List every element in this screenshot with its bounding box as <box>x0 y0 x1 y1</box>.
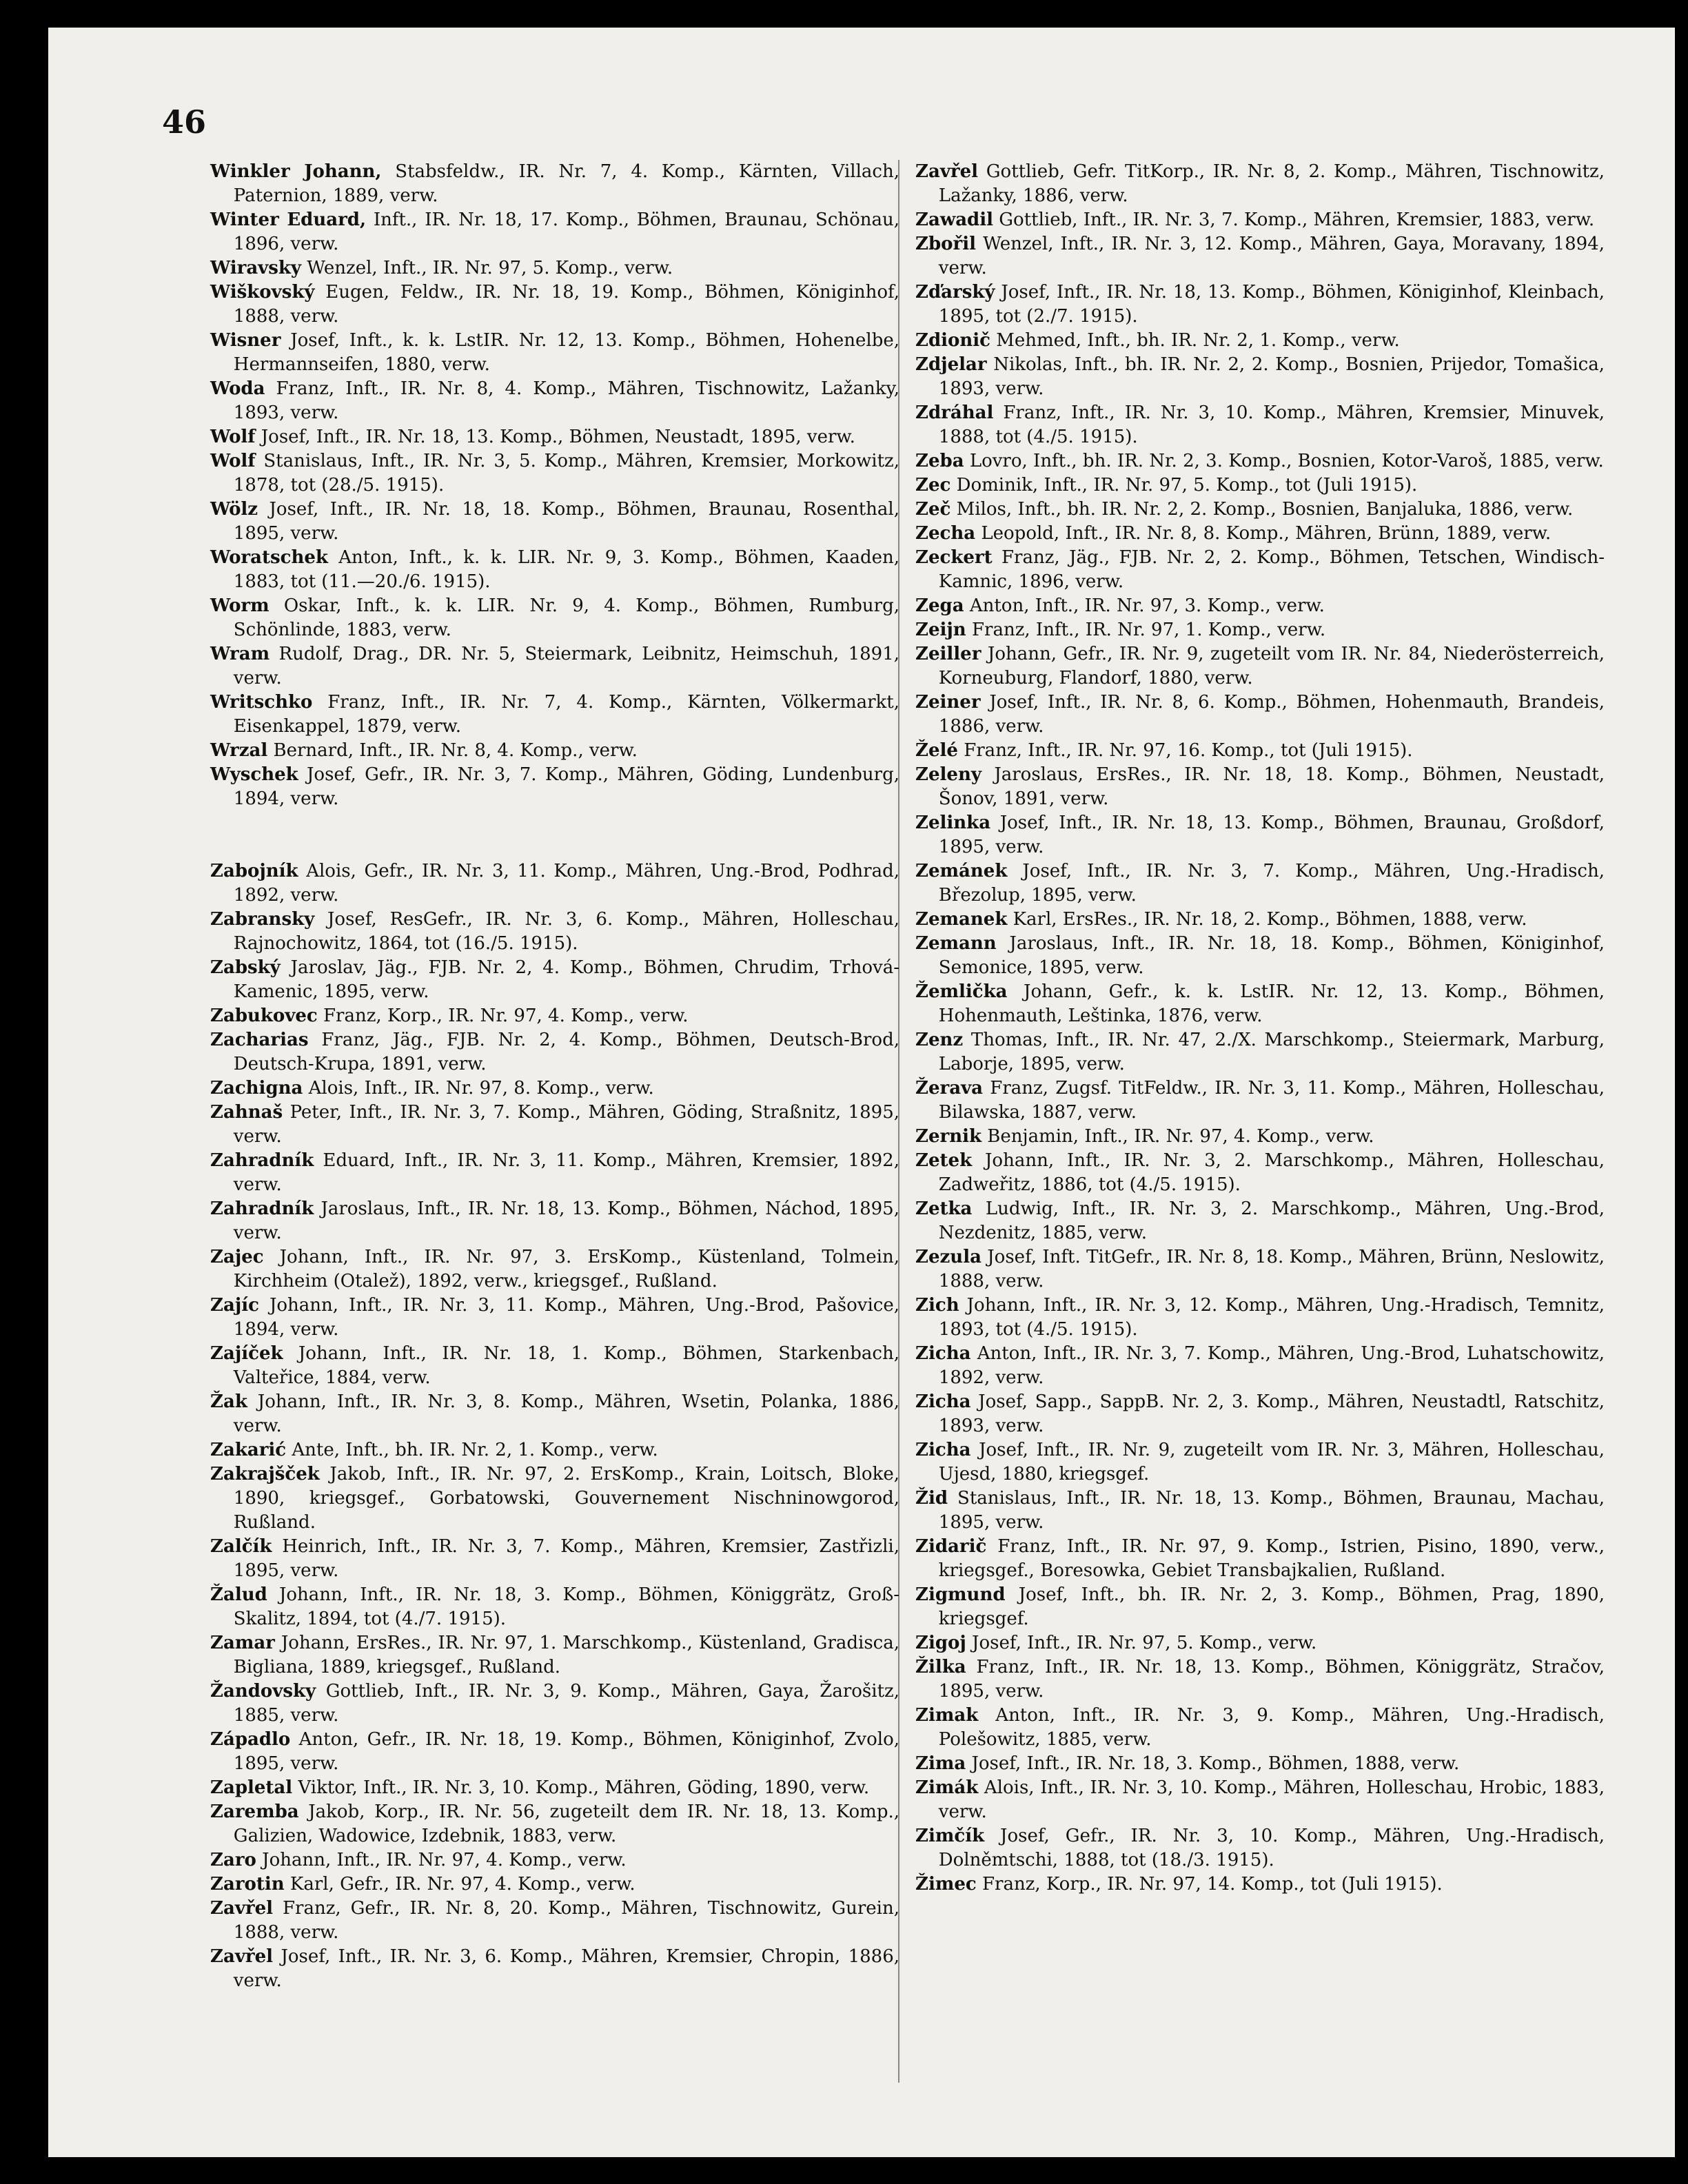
list-item <box>915 522 1605 546</box>
list-item <box>210 1631 899 1680</box>
entry-surname: Zavřel <box>210 1898 274 1919</box>
entry-details: Franz, Gefr., IR. Nr. 8, 20. Komp., Mähren, Tischnowitz, Gurein, 1888, verw. <box>233 1898 899 1943</box>
list-item <box>210 1101 899 1149</box>
entry-details: Franz, Inft., IR. Nr. 3, 10. Komp., Mähren, Kremsier, Minuvek, 1888, tot (4./5. 1915). <box>938 402 1605 447</box>
list-item <box>210 449 899 498</box>
entry-details: Thomas, Inft., IR. Nr. 47, 2./X. Marschkomp., Steiermark, Marburg, Laborje, 1895, verw. <box>938 1030 1605 1074</box>
entry-surname: Zabukovec <box>210 1006 318 1026</box>
entry-surname: Zavřel <box>210 1946 274 1967</box>
entry-surname: Zalčík <box>210 1536 272 1557</box>
entry-details: Josef, ResGefr., IR. Nr. 3, 6. Komp., Mähren, Holleschau, Rajnochowitz, 1864, tot (16./5. 1915). <box>233 909 899 954</box>
entry-details: Franz, Inft., IR. Nr. 97, 1. Komp., verw. <box>966 620 1326 640</box>
entry-details: Johann, Inft., IR. Nr. 3, 11. Komp., Mähren, Ung.-Brod, Pašovice, 1894, verw. <box>233 1295 899 1340</box>
entry-details: Rudolf, Drag., DR. Nr. 5, Steiermark, Leibnitz, Heimschuh, 1891, verw. <box>233 644 899 688</box>
entry-surname: Zigoj <box>915 1633 966 1653</box>
list-item <box>915 980 1605 1028</box>
entry-surname: Zajíc <box>210 1295 259 1316</box>
list-item <box>915 1824 1605 1872</box>
entry-surname: Zdionič <box>915 330 990 351</box>
entry-surname: Zicha <box>915 1343 971 1364</box>
entry-surname: Zimčík <box>915 1826 985 1846</box>
list-item <box>210 1390 899 1438</box>
entry-details: Lovro, Inft., bh. IR. Nr. 2, 3. Komp., Bosnien, Kotor-Varoš, 1885, verw. <box>964 451 1604 471</box>
entry-surname: Zima <box>915 1753 966 1774</box>
entry-details: Josef, Gefr., IR. Nr. 3, 7. Komp., Mähren, Göding, Lundenburg, 1894, verw. <box>233 764 899 809</box>
entry-surname: Zarotin <box>210 1874 285 1895</box>
list-item <box>915 1197 1605 1245</box>
list-item <box>915 1438 1605 1487</box>
entry-details: Johann, Inft., IR. Nr. 3, 8. Komp., Mähren, Wsetin, Polanka, 1886, verw. <box>233 1391 899 1436</box>
entry-surname: Winter Eduard, <box>210 210 367 230</box>
entry-surname: Zicha <box>915 1440 971 1460</box>
entry-surname: Žemlička <box>915 981 1008 1002</box>
entry-details: Ante, Inft., bh. IR. Nr. 2, 1. Komp., verw. <box>286 1440 658 1460</box>
list-item <box>915 1125 1605 1149</box>
list-item <box>210 377 899 425</box>
entry-surname: Zetek <box>915 1150 973 1171</box>
entry-surname: Zdjelar <box>915 354 987 375</box>
entry-surname: Zeč <box>915 499 951 520</box>
entry-surname: Zdráhal <box>915 402 994 423</box>
list-item <box>915 1535 1605 1583</box>
list-item <box>915 1294 1605 1342</box>
entry-details: Stanislaus, Inft., IR. Nr. 3, 5. Komp., Mähren, Kremsier, Morkowitz, 1878, tot (28./5. 1915). <box>233 451 899 496</box>
list-item <box>210 1149 899 1197</box>
entry-surname: Zabransky <box>210 909 315 930</box>
entry-details: Franz, Inft., IR. Nr. 18, 13. Komp., Böhmen, Königgrätz, Stračov, 1895, verw. <box>938 1657 1605 1702</box>
list-item <box>210 1462 899 1535</box>
list-item <box>210 329 899 377</box>
list-item <box>210 1680 899 1728</box>
entry-details: Eduard, Inft., IR. Nr. 3, 11. Komp., Mähren, Kremsier, 1892, verw. <box>233 1150 899 1195</box>
list-item <box>210 1294 899 1342</box>
entry-details: Anton, Inft., IR. Nr. 3, 9. Komp., Mähren, Ung.-Hradisch, Polešowitz, 1885, verw. <box>938 1705 1605 1750</box>
entry-details: Bernard, Inft., IR. Nr. 8, 4. Komp., verw. <box>267 740 638 761</box>
entry-surname: Zabojník <box>210 861 298 881</box>
entry-details: Leopold, Inft., IR. Nr. 8, 8. Komp., Mähren, Brünn, 1889, verw. <box>975 523 1552 544</box>
entry-details: Franz, Zugsf. TitFeldw., IR. Nr. 3, 11. Komp., Mähren, Holleschau, Bilawska, 1887, verw. <box>938 1078 1605 1123</box>
entry-surname: Zemann <box>915 933 997 954</box>
entry-surname: Zďarský <box>915 282 995 303</box>
entry-details: Gottlieb, Gefr. TitKorp., IR. Nr. 8, 2. Komp., Mähren, Tischnowitz, Lažanky, 1886, verw. <box>938 161 1605 206</box>
entry-details: Jaroslav, Jäg., FJB. Nr. 2, 4. Komp., Böhmen, Chrudim, Trhová-Kamenic, 1895, verw. <box>233 957 899 1002</box>
entry-details: Karl, Gefr., IR. Nr. 97, 4. Komp., verw. <box>284 1874 635 1895</box>
list-item <box>210 546 899 594</box>
entry-details: Jaroslaus, Inft., IR. Nr. 18, 13. Komp., Böhmen, Náchod, 1895, verw. <box>233 1198 899 1243</box>
entry-details: Karl, ErsRes., IR. Nr. 18, 2. Komp., Böhmen, 1888, verw. <box>1007 909 1527 930</box>
entry-details: Josef, Inft., IR. Nr. 18, 3. Komp., Böhmen, 1888, verw. <box>966 1753 1460 1774</box>
entry-surname: Wolf <box>210 427 256 447</box>
list-item <box>915 1149 1605 1197</box>
entry-details: Josef, Inft., bh. IR. Nr. 2, 3. Komp., Böhmen, Prag, 1890, kriegsgef. <box>938 1584 1605 1629</box>
entry-details: Josef, Inft., IR. Nr. 9, zugeteilt vom IR. Nr. 3, Mähren, Holleschau, Ujesd, 1880, kriegsgef. <box>938 1440 1605 1484</box>
list-item <box>210 594 899 642</box>
entry-details: Josef, Inft., k. k. LstIR. Nr. 12, 13. Komp., Böhmen, Hohenelbe, Hermannseifen, 1880, verw. <box>233 330 899 375</box>
entry-surname: Zemánek <box>915 861 1008 881</box>
entry-surname: Zega <box>915 595 964 616</box>
entry-details: Franz, Inft., IR. Nr. 8, 4. Komp., Mähren, Tischnowitz, Lažanky, 1893, verw. <box>233 378 899 423</box>
list-item <box>915 859 1605 908</box>
entry-surname: Zavřel <box>915 161 979 182</box>
entry-surname: Zimák <box>915 1777 979 1798</box>
entry-surname: Želé <box>915 740 958 761</box>
list-item <box>915 908 1605 932</box>
entry-details: Johann, Gefr., IR. Nr. 9, zugeteilt vom IR. Nr. 84, Niederösterreich, Korneuburg, Flandorf, 1880, verw. <box>938 644 1605 688</box>
entry-surname: Žilka <box>915 1657 966 1677</box>
entry-surname: Zich <box>915 1295 959 1316</box>
list-item <box>210 1028 899 1076</box>
entry-details: Josef, Inft., IR. Nr. 18, 13. Komp., Böhmen, Königinhof, Kleinbach, 1895, tot (2./7. 1915). <box>938 282 1605 327</box>
entry-details: Inft., IR. Nr. 18, 17. Komp., Böhmen, Braunau, Schönau, 1896, verw. <box>233 210 899 254</box>
entry-details: Franz, Inft., IR. Nr. 97, 16. Komp., tot (Juli 1915). <box>957 740 1413 761</box>
right-column <box>915 160 1605 1897</box>
list-item <box>915 932 1605 980</box>
entry-details: Johann, Inft., IR. Nr. 3, 12. Komp., Mähren, Ung.-Hradisch, Temnitz, 1893, tot (4./5. 1915). <box>938 1295 1605 1340</box>
entry-surname: Zamar <box>210 1633 275 1653</box>
entry-surname: Zaro <box>210 1850 256 1870</box>
entry-details: Josef, Inft., IR. Nr. 3, 6. Komp., Mähren, Kremsier, Chropin, 1886, verw. <box>233 1946 899 1991</box>
list-item <box>210 642 899 691</box>
list-item <box>210 1897 899 1945</box>
entry-details: Peter, Inft., IR. Nr. 3, 7. Komp., Mähren, Göding, Straßnitz, 1895, verw. <box>233 1102 899 1147</box>
entry-details: Franz, Korp., IR. Nr. 97, 4. Komp., verw. <box>317 1006 689 1026</box>
list-item <box>915 1487 1605 1535</box>
entry-surname: Západlo <box>210 1729 291 1750</box>
entry-surname: Zeiner <box>915 692 981 713</box>
entry-details: Milos, Inft., bh. IR. Nr. 2, 2. Komp., Bosnien, Banjaluka, 1886, verw. <box>950 499 1574 520</box>
list-item <box>915 208 1605 232</box>
entry-surname: Woratschek <box>210 547 328 568</box>
entry-details: Josef, Inft., IR. Nr. 18, 18. Komp., Böhmen, Braunau, Rosenthal, 1895, verw. <box>233 499 899 544</box>
entry-details: Dominik, Inft., IR. Nr. 97, 5. Komp., tot (Juli 1915). <box>950 475 1418 496</box>
entry-details: Josef, Inft., IR. Nr. 97, 5. Komp., verw. <box>966 1633 1317 1653</box>
list-item <box>210 1245 899 1294</box>
entry-surname: Zernik <box>915 1126 982 1147</box>
list-item <box>915 1390 1605 1438</box>
entry-details: Johann, Inft., IR. Nr. 18, 3. Komp., Böhmen, Königgrätz, Groß-Skalitz, 1894, tot (4./7. 1915). <box>233 1584 899 1629</box>
entry-surname: Wrzal <box>210 740 268 761</box>
entry-surname: Zaremba <box>210 1802 299 1822</box>
entry-surname: Zachigna <box>210 1078 303 1099</box>
list-item <box>915 763 1605 811</box>
entry-details: Josef, Inft., IR. Nr. 8, 6. Komp., Böhmen, Hohenmauth, Brandeis, 1886, verw. <box>938 692 1605 737</box>
entry-surname: Žerava <box>915 1078 984 1099</box>
entry-details: Josef, Inft., IR. Nr. 18, 13. Komp., Böhmen, Neustadt, 1895, verw. <box>255 427 855 447</box>
entry-details: Wenzel, Inft., IR. Nr. 97, 5. Komp., verw. <box>301 258 673 278</box>
entry-surname: Žid <box>915 1488 948 1509</box>
entry-details: Alois, Inft., IR. Nr. 3, 10. Komp., Mähren, Holleschau, Hrobic, 1883, verw. <box>938 1777 1605 1822</box>
entry-surname: Wiravsky <box>210 258 302 278</box>
entry-surname: Zenz <box>915 1030 964 1050</box>
entry-details: Oskar, Inft., k. k. LIR. Nr. 9, 4. Komp., Böhmen, Rumburg, Schönlinde, 1883, verw. <box>233 595 899 640</box>
list-item <box>915 160 1605 208</box>
list-item <box>210 1583 899 1631</box>
entry-surname: Zetka <box>915 1198 973 1219</box>
entry-details: Alois, Gefr., IR. Nr. 3, 11. Komp., Mähren, Ung.-Brod, Podhrad, 1892, verw. <box>233 861 899 906</box>
list-item <box>210 1945 899 1993</box>
entry-surname: Zeleny <box>915 764 982 785</box>
list-item <box>915 473 1605 498</box>
entry-details: Johann, Gefr., k. k. LstIR. Nr. 12, 13. Komp., Böhmen, Hohenmauth, Leštinka, 1876, verw. <box>938 981 1605 1026</box>
page-number: 46 <box>162 103 207 141</box>
entry-details: Johann, Inft., IR. Nr. 18, 1. Komp., Böhmen, Starkenbach, Valteřice, 1884, verw. <box>233 1343 899 1388</box>
list-item <box>915 353 1605 401</box>
entry-surname: Zeba <box>915 451 964 471</box>
entry-details: Anton, Inft., k. k. LIR. Nr. 9, 3. Komp., Böhmen, Kaaden, 1883, tot (11.—20./6. 1915). <box>233 547 899 592</box>
entry-details: Nikolas, Inft., bh. IR. Nr. 2, 2. Komp., Bosnien, Prijedor, Tomašica, 1893, verw. <box>938 354 1605 399</box>
entry-surname: Zicha <box>915 1391 971 1412</box>
entry-surname: Zec <box>915 475 951 496</box>
entry-details: Anton, Gefr., IR. Nr. 18, 19. Komp., Böhmen, Königinhof, Zvolo, 1895, verw. <box>233 1729 899 1774</box>
list-item <box>210 1438 899 1462</box>
entry-details: Jaroslaus, Inft., IR. Nr. 18, 18. Komp., Böhmen, Königinhof, Semonice, 1895, verw. <box>938 933 1605 978</box>
list-item <box>915 739 1605 763</box>
entry-surname: Worm <box>210 595 270 616</box>
entry-surname: Wisner <box>210 330 281 351</box>
list-item <box>210 1535 899 1583</box>
entry-details: Franz, Inft., IR. Nr. 7, 4. Komp., Kärnten, Völkermarkt, Eisenkappel, 1879, verw. <box>233 692 899 737</box>
entry-details: Mehmed, Inft., bh. IR. Nr. 2, 1. Komp., verw. <box>990 330 1400 351</box>
entry-details: Franz, Inft., IR. Nr. 97, 9. Komp., Istrien, Pisino, 1890, verw., kriegsgef., Boresowka, Gebiet Transbajkalien, Rußland. <box>938 1536 1605 1581</box>
list-item <box>915 1583 1605 1631</box>
list-item <box>915 1655 1605 1704</box>
entry-details: Alois, Inft., IR. Nr. 97, 8. Komp., verw. <box>303 1078 654 1099</box>
list-item <box>915 642 1605 691</box>
entry-surname: Woda <box>210 378 265 399</box>
entry-surname: Zakrajšček <box>210 1464 320 1484</box>
entry-surname: Wölz <box>210 499 258 520</box>
left-column <box>210 160 899 1993</box>
entry-surname: Zahradník <box>210 1150 314 1171</box>
entry-surname: Zawadil <box>915 210 993 230</box>
entry-details: Johann, Inft., IR. Nr. 3, 2. Marschkomp., Mähren, Holleschau, Zadweřitz, 1886, tot (4./5. 1915). <box>938 1150 1605 1195</box>
entry-details: Josef, Inft. TitGefr., IR. Nr. 8, 18. Komp., Mähren, Brünn, Neslowitz, 1888, verw. <box>938 1247 1605 1292</box>
list-item <box>210 956 899 1004</box>
list-item <box>210 739 899 763</box>
entry-details: Jakob, Korp., IR. Nr. 56, zugeteilt dem IR. Nr. 18, 13. Komp., Galizien, Wadowice, Izdebnik, 1883, verw. <box>233 1802 899 1846</box>
list-item <box>210 280 899 329</box>
entry-surname: Žandovsky <box>210 1681 316 1702</box>
list-item <box>915 1245 1605 1294</box>
entry-details: Johann, Inft., IR. Nr. 97, 3. ErsKomp., Küstenland, Tolmein, Kirchheim (Otalež), 1892, verw., kriegsgef., Rußland. <box>233 1247 899 1292</box>
list-item <box>210 425 899 449</box>
entry-surname: Zajíček <box>210 1343 283 1364</box>
list-item <box>210 691 899 739</box>
list-item <box>210 763 899 811</box>
list-item <box>915 280 1605 329</box>
list-item <box>210 1800 899 1848</box>
list-item <box>915 594 1605 618</box>
left-column-z-entries <box>210 859 899 1993</box>
list-item <box>210 1776 899 1800</box>
list-item <box>915 618 1605 642</box>
entry-details: Johann, ErsRes., IR. Nr. 97, 1. Marschkomp., Küstenland, Gradisca, Bigliana, 1889, kriegsgef., Rußland. <box>233 1633 899 1677</box>
entry-details: Benjamin, Inft., IR. Nr. 97, 4. Komp., verw. <box>982 1126 1374 1147</box>
entry-details: Stanislaus, Inft., IR. Nr. 18, 13. Komp., Böhmen, Braunau, Machau, 1895, verw. <box>938 1488 1605 1533</box>
list-item <box>210 1872 899 1897</box>
list-item <box>210 498 899 546</box>
list-item <box>210 1848 899 1872</box>
entry-details: Stabsfeldw., IR. Nr. 7, 4. Komp., Kärnten, Villach, Paternion, 1889, verw. <box>233 161 899 206</box>
list-item <box>210 1197 899 1245</box>
list-item <box>210 256 899 280</box>
entry-surname: Zapletal <box>210 1777 293 1798</box>
entry-surname: Zelinka <box>915 813 991 833</box>
entry-surname: Zimak <box>915 1705 979 1726</box>
entry-surname: Winkler Johann, <box>210 161 382 182</box>
entry-surname: Zabský <box>210 957 281 978</box>
entry-details: Johann, Inft., IR. Nr. 97, 4. Komp., verw. <box>256 1850 627 1870</box>
left-column-w-entries <box>210 160 899 811</box>
list-item <box>210 1342 899 1390</box>
entry-surname: Zidarič <box>915 1536 987 1557</box>
list-item <box>915 232 1605 280</box>
list-item <box>915 1076 1605 1125</box>
entry-surname: Zecha <box>915 523 976 544</box>
entry-details: Josef, Inft., IR. Nr. 3, 7. Komp., Mähren, Ung.-Hradisch, Březolup, 1895, verw. <box>938 861 1605 906</box>
entry-surname: Zeckert <box>915 547 993 568</box>
entry-surname: Zigmund <box>915 1584 1006 1605</box>
entry-surname: Žalud <box>210 1584 267 1605</box>
entry-details: Eugen, Feldw., IR. Nr. 18, 19. Komp., Böhmen, Königinhof, 1888, verw. <box>233 282 899 327</box>
entry-details: Franz, Jäg., FJB. Nr. 2, 4. Komp., Böhmen, Deutsch-Brod, Deutsch-Krupa, 1891, verw. <box>233 1030 899 1074</box>
entry-surname: Zemanek <box>915 909 1008 930</box>
entry-details: Viktor, Inft., IR. Nr. 3, 10. Komp., Mähren, Göding, 1890, verw. <box>292 1777 870 1798</box>
entry-details: Heinrich, Inft., IR. Nr. 3, 7. Komp., Mähren, Kremsier, Zastřizli, 1895, verw. <box>233 1536 899 1581</box>
list-item <box>915 1704 1605 1752</box>
entry-details: Anton, Inft., IR. Nr. 3, 7. Komp., Mähren, Ung.-Brod, Luhatschowitz, 1892, verw. <box>938 1343 1605 1388</box>
list-item <box>210 208 899 256</box>
entry-details: Franz, Korp., IR. Nr. 97, 14. Komp., tot (Juli 1915). <box>976 1874 1443 1895</box>
entry-details: Anton, Inft., IR. Nr. 97, 3. Komp., verw. <box>964 595 1325 616</box>
list-item <box>915 498 1605 522</box>
entry-surname: Wolf <box>210 451 256 471</box>
list-item <box>915 1028 1605 1076</box>
entry-surname: Zbořil <box>915 234 976 254</box>
list-item <box>915 1752 1605 1776</box>
entry-surname: Zajec <box>210 1247 264 1267</box>
entry-surname: Wiškovský <box>210 282 315 303</box>
entry-details: Gottlieb, Inft., IR. Nr. 3, 9. Komp., Mähren, Gaya, Žarošitz, 1885, verw. <box>233 1681 899 1726</box>
entry-details: Jaroslaus, ErsRes., IR. Nr. 18, 18. Komp., Böhmen, Neustadt, Šonov, 1891, verw. <box>938 764 1605 809</box>
list-item <box>915 1776 1605 1824</box>
list-item <box>915 691 1605 739</box>
list-item <box>915 449 1605 473</box>
entry-details: Josef, Inft., IR. Nr. 18, 13. Komp., Böhmen, Braunau, Großdorf, 1895, verw. <box>938 813 1605 857</box>
entry-surname: Wyschek <box>210 764 298 785</box>
right-column-z-entries <box>915 160 1605 1897</box>
entry-surname: Zeijn <box>915 620 966 640</box>
entry-surname: Writschko <box>210 692 313 713</box>
entry-surname: Zeiller <box>915 644 982 664</box>
entry-surname: Žak <box>210 1391 247 1412</box>
entry-surname: Žimec <box>915 1874 977 1895</box>
list-item <box>210 1004 899 1028</box>
list-item <box>915 329 1605 353</box>
list-item <box>915 546 1605 594</box>
entry-details: Franz, Jäg., FJB. Nr. 2, 2. Komp., Böhmen, Tetschen, Windisch-Kamnic, 1896, verw. <box>938 547 1605 592</box>
entry-surname: Zacharias <box>210 1030 309 1050</box>
entry-details: Josef, Gefr., IR. Nr. 3, 10. Komp., Mähren, Ung.-Hradisch, Dolněmtschi, 1888, tot (18./3. 1915). <box>938 1826 1605 1870</box>
list-item <box>210 160 899 208</box>
entry-surname: Zezula <box>915 1247 982 1267</box>
entry-surname: Zahnaš <box>210 1102 283 1123</box>
entry-details: Jakob, Inft., IR. Nr. 97, 2. ErsKomp., Krain, Loitsch, Bloke, 1890, kriegsgef., Gorbatowski, Gouvernement Nischninowgorod, Rußland. <box>233 1464 899 1533</box>
list-item <box>915 1342 1605 1390</box>
entry-details: Ludwig, Inft., IR. Nr. 3, 2. Marschkomp., Mähren, Ung.-Brod, Nezdenitz, 1885, verw. <box>938 1198 1605 1243</box>
list-item <box>210 1076 899 1101</box>
list-item <box>915 401 1605 449</box>
entry-surname: Zakarić <box>210 1440 287 1460</box>
list-item <box>915 1872 1605 1897</box>
entry-details: Wenzel, Inft., IR. Nr. 3, 12. Komp., Mähren, Gaya, Moravany, 1894, verw. <box>938 234 1605 278</box>
entry-details: Josef, Sapp., SappB. Nr. 2, 3. Komp., Mähren, Neustadtl, Ratschitz, 1893, verw. <box>938 1391 1605 1436</box>
list-item <box>915 811 1605 859</box>
list-item <box>210 859 899 908</box>
list-item <box>210 1728 899 1776</box>
list-item <box>915 1631 1605 1655</box>
section-gap <box>210 811 899 859</box>
entry-surname: Zahradník <box>210 1198 314 1219</box>
list-item <box>210 908 899 956</box>
entry-surname: Wram <box>210 644 270 664</box>
entry-details: Gottlieb, Inft., IR. Nr. 3, 7. Komp., Mähren, Kremsier, 1883, verw. <box>993 210 1595 230</box>
